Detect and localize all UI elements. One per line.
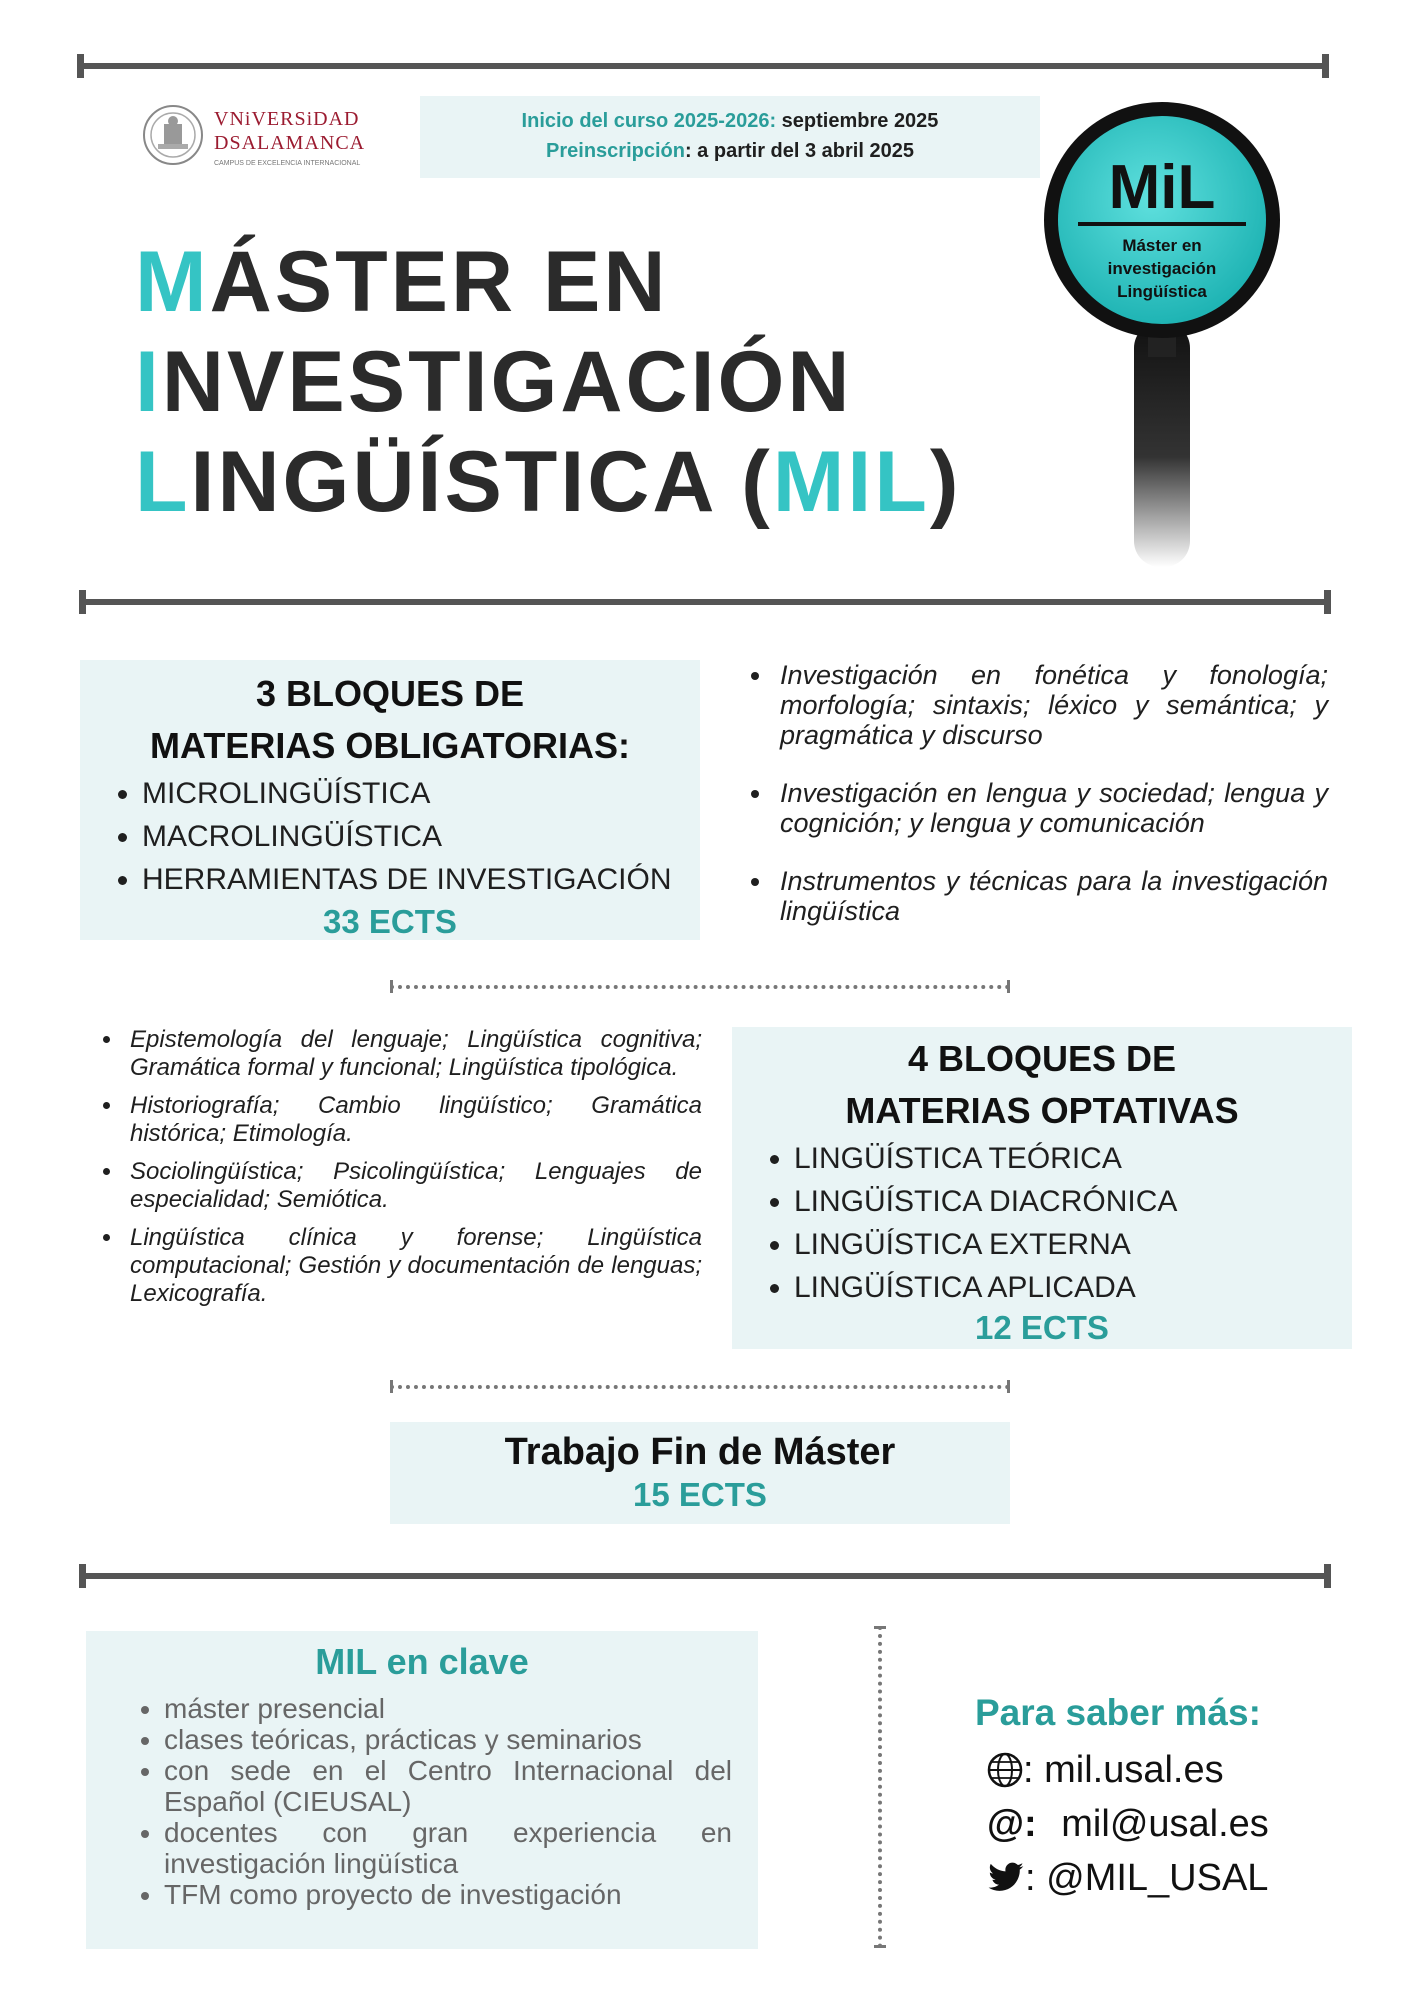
list-item: • MACROLINGÜÍSTICA	[142, 815, 700, 858]
list-item: • Instrumentos y técnicas para la investigación lingüística	[774, 866, 1328, 926]
mandatory-title: 3 BLOQUES DE MATERIAS OBLIGATORIAS:	[150, 673, 630, 766]
course-start-value: septiembre 2025	[781, 110, 939, 132]
list-item: • Historiografía; Cambio lingüístico; Gramática histórica; Etimología.	[124, 1092, 702, 1148]
dates-panel	[420, 96, 1040, 178]
list-item: • clases teóricas, prácticas y seminarios	[164, 1724, 732, 1755]
website-link[interactable]	[975, 1744, 1375, 1796]
contact-section	[975, 1688, 1375, 1904]
title-line3: LINGÜÍSTICA (MIL)	[135, 434, 962, 530]
badge-text: Máster en investigación Lingüística	[1107, 236, 1217, 301]
website-text: : mil.usal.es	[1023, 1749, 1224, 1791]
section-rule	[82, 1573, 1328, 1579]
section-rule	[82, 599, 1328, 605]
mandatory-panel	[80, 660, 700, 940]
list-item: • Sociolingüística; Psicolingüística; Lenguajes de especialidad; Semiótica.	[124, 1158, 702, 1214]
title-line2: INVESTIGACIÓN	[135, 334, 853, 430]
key-list	[86, 1693, 732, 1910]
university-name-line2: DSALAMANCA	[214, 132, 366, 154]
list-item: • Epistemología del lenguaje; Lingüística cognitiva; Gramática formal y funcional; Lingüística tipológica.	[124, 1026, 702, 1082]
tfm-title: Trabajo Fin de Máster	[504, 1431, 896, 1473]
key-title: MIL en clave	[315, 1641, 529, 1682]
list-item: • Investigación en lengua y sociedad; lengua y cognición; y lengua y comunicación	[774, 778, 1328, 838]
list-item: • HERRAMIENTAS DE INVESTIGACIÓN	[142, 858, 700, 901]
preregistration	[420, 136, 1040, 166]
list-item: • máster presencial	[164, 1693, 732, 1724]
optional-list	[732, 1137, 1352, 1309]
mandatory-ects: 33 ECTS	[323, 903, 457, 940]
preregistration-label: Preinscripción	[546, 140, 685, 162]
university-seal-icon	[142, 104, 204, 166]
twitter-link[interactable]	[975, 1852, 1375, 1904]
list-item: • LINGÜÍSTICA TEÓRICA	[794, 1137, 1352, 1180]
optional-panel	[732, 1027, 1352, 1349]
mandatory-list	[80, 772, 700, 901]
course-start-label: Inicio del curso 2025-2026:	[521, 110, 777, 132]
university-name-line1: VNiVERSiDAD	[214, 108, 360, 130]
title-line1: MÁSTER EN	[135, 234, 669, 330]
university-tagline: CAMPUS DE EXCELENCIA INTERNACIONAL	[214, 160, 361, 167]
list-item: • TFM como proyecto de investigación	[164, 1879, 732, 1910]
magnifier-icon	[1040, 102, 1284, 572]
top-rule	[80, 63, 1326, 69]
key-panel	[86, 1631, 758, 1949]
dotted-divider	[390, 1385, 1010, 1389]
contact-title: Para saber más:	[975, 1692, 1261, 1733]
dotted-divider	[390, 985, 1010, 989]
university-logo	[142, 102, 366, 174]
list-item: • LINGÜÍSTICA DIACRÓNICA	[794, 1180, 1352, 1223]
list-item: • Lingüística clínica y forense; Lingüística computacional; Gestión y documentación de lenguas; Lexicografía.	[124, 1224, 702, 1308]
optional-details	[88, 1026, 702, 1308]
list-item: • MICROLINGÜÍSTICA	[142, 772, 700, 815]
list-item: • LINGÜÍSTICA EXTERNA	[794, 1223, 1352, 1266]
list-item: • Investigación en fonética y fonología; morfología; sintaxis; léxico y semántica; y pragmática y discurso	[774, 660, 1328, 750]
email-link[interactable]	[975, 1798, 1375, 1850]
tfm-panel	[390, 1422, 1010, 1524]
badge-acronym: MiL	[1108, 153, 1216, 222]
optional-ects: 12 ECTS	[975, 1309, 1109, 1346]
email-symbol: @:	[987, 1803, 1037, 1845]
twitter-bird-icon	[987, 1862, 1025, 1894]
twitter-text: : @MIL_USAL	[1025, 1857, 1269, 1899]
globe-icon	[987, 1752, 1023, 1788]
tfm-ects: 15 ECTS	[633, 1476, 767, 1513]
optional-title: 4 BLOQUES DE MATERIAS OPTATIVAS	[845, 1038, 1239, 1131]
mandatory-details	[738, 660, 1328, 926]
course-start	[420, 106, 1040, 136]
email-text: mil@usal.es	[1061, 1803, 1269, 1845]
list-item: • LINGÜÍSTICA APLICADA	[794, 1266, 1352, 1309]
preregistration-value: : a partir del 3 abril 2025	[684, 140, 914, 162]
vertical-dotted-divider	[878, 1626, 882, 1948]
list-item: • docentes con gran experiencia en investigación lingüística	[164, 1817, 732, 1879]
list-item: • con sede en el Centro Internacional del Español (CIEUSAL)	[164, 1755, 732, 1817]
page-title	[135, 232, 962, 532]
